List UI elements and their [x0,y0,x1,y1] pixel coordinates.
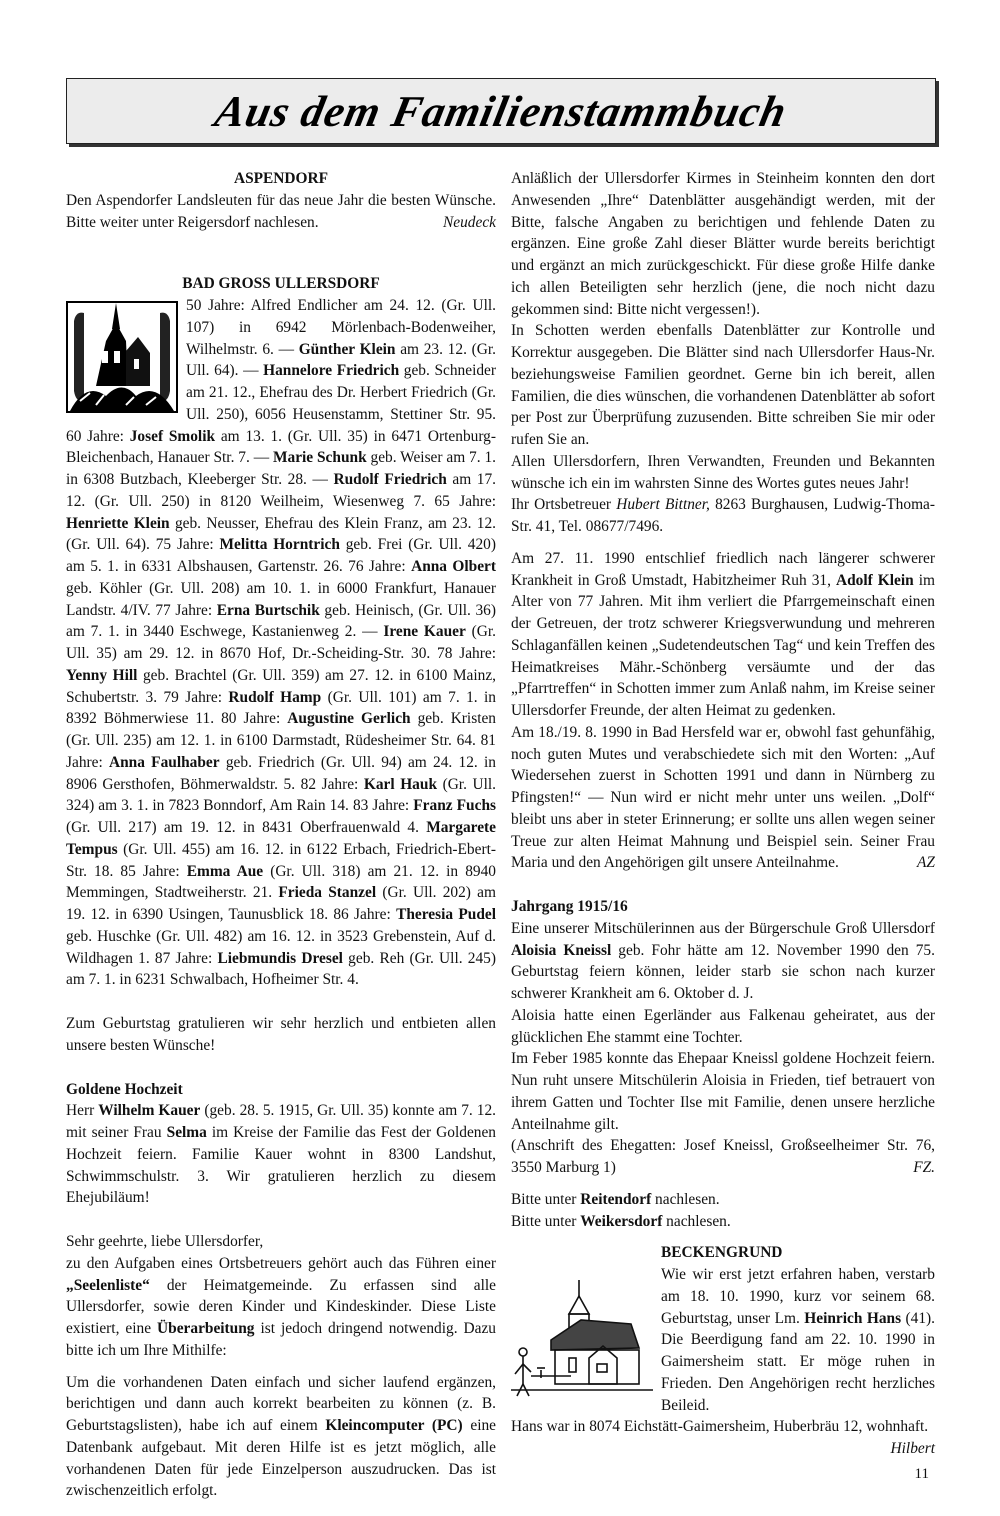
goldene-hochzeit-text [66,1100,496,1209]
bold-name: Anna Faulhaber [109,753,220,771]
text-run: der Heimatgemeinde. Zu erfassen sind alle Ullersdorfer, sowie deren Kinder und Kindeskinder. Diese Liste existiert, eine [66,1276,496,1337]
rich-text [511,453,935,492]
rich-text [511,170,935,318]
text-run: Zum Geburtstag gratulieren wir sehr herzlich und entbieten allen unsere besten Wünsche! [66,1015,496,1054]
text-run: geb. Friedrich (Gr. Ull. 94) am 24. 12. in 8906 Gersthofen, Böhmerwaldstr. 5. 82 Jahre: [66,753,496,793]
heading-bad-gross-ullersdorf: BAD GROSS ULLERSDORF [182,275,380,293]
paragraph [511,1135,935,1179]
bold-name: Melitta Horntrich [219,536,340,554]
paragraph [511,320,935,451]
letter-salutation: Sehr geehrte, liebe Ullersdorfer, [66,1233,264,1250]
text-run: Am 18./19. 8. 1990 in Bad Hersfeld war er, obwohl fast gehunfähig, noch guten Mutes und verabschiedete sich mit den Worten: „Auf Wiedersehen zuerst in Schotten 1991 und dann in Nürnberg zu Pfingsten!“ — Nun wird er nicht mehr unter uns weilen. „Dolf“ bleibt uns aber in steter Erinnerung; er sollte uns allen wegen seiner Treue zur alten Heimat Mahnung und Beispiel sein. Seiner Frau Maria und den Angehörigen gilt unsere Anteilnahme. [511,723,935,872]
text-run: Ihr Ortsbetreuer [511,496,617,514]
text-run: Anläßlich der Ullersdorfer Kirmes in Steinheim konnten den dort Anwesenden „Ihre“ Datenblätter ausgehändigt werden, mit der Bitte, falsche Angaben zu berichtigen und fehlende Daten zu ergänzen. Eine große Zahl dieser Blätter wurde bereits berichtigt und ergänzt an mich zurückgeschickt. Für diese große Hilfe danke ich allen Beteiligten sehr herzlich (jene, die noch nicht dazu gekommen sind: Bitte nicht vergessen!). [511,170,935,318]
text-run: Um die vorhandenen Daten einfach und sicher laufend ergänzen, berichtigen und dann auch korrekt bearbeiten zu können (z. B. Geburtstagslisten), habe ich auf einem [66,1373,496,1434]
text-run: ist jedoch dringend notwendig. Dazu bitte ich um Ihre Mithilfe: [66,1320,496,1359]
bold-name: Wilhelm Kauer [98,1102,201,1120]
text-run: geb. Frei (Gr. Ull. 420) am 5. 1. in 6331 Albshausen, Gartenstr. 26. 76 Jahre: [66,536,496,575]
text-run: Am 27. 11. 1990 entschlief friedlich nach längerer schwerer Krankheit in Groß Umstadt, Habitzheimer Ruh 31, [511,549,935,589]
banner-title: Aus dem Familienstammbuch [210,86,792,136]
text-run: (Gr. Ull. 101) am 7. 1. in 8392 Böhmerwiese 11. 80 Jahre: [66,688,496,728]
rich-text [511,322,935,448]
rich-text [511,1191,720,1208]
letter-paragraph [66,1253,496,1362]
bold-name: Emma Aue [186,862,264,880]
signature: FZ. [913,1159,935,1176]
text-run: (41). Die Beerdigung fand am 22. 10. 1990 in Gaimersheim statt. Er möge ruhen in Frieden. Den Angehörigen recht herzliches Beileid. [661,1309,935,1414]
heading-aspendorf: ASPENDORF [233,170,329,187]
rich-text [511,920,935,1002]
text-run: (Anschrift des Ehegatten: Josef Kneissl, Großseelheimer Str. 76, 3550 Marburg 1) [511,1137,935,1176]
text-run: nachlesen. [651,1190,720,1208]
text-run: Eine unserer Mitschülerinnen aus der Bürgerschule Groß Ullersdorf [511,919,935,937]
church-woodcut-illustration [66,301,178,413]
right-column [511,168,935,1516]
bold-name: Henriette Klein [66,514,170,532]
bold-name: Augustine Gerlich [287,710,411,728]
text-run: Hans war in 8074 Eichstätt-Gaimersheim, Huberbräu 12, wohnhaft. [511,1418,929,1436]
text-run: Wie wir erst jetzt erfahren haben, verstarb am 18. 10. 1990, kurz vor seinem 68. Geburtstag, unser Lm. [661,1266,935,1327]
rich-text [511,1007,935,1046]
text-run: Herr [66,1102,99,1120]
bold-name: Adolf Klein [835,571,914,589]
bold-name: Theresia Pudel [396,906,496,923]
bold-name: Weikersdorf [580,1212,663,1230]
bold-name: Marie Schunk [272,449,367,467]
text-run: Im Feber 1985 konnte das Ehepaar Kneissl goldene Hochzeit feiern. Nun ruht unsere Mitschülerin Aloisia in Frieden, tief betrauert von ihrem Gatten und Tochter Ilse mit Familie, denen unsere herzliche Anteilnahme gilt. [511,1050,935,1133]
text-run: 8263 Burghausen, Ludwig-Thoma-Str. 41, Tel. 08677/7496. [511,496,936,535]
beckengrund-text [511,1264,935,1416]
text-run: geb. Köhler (Gr. Ull. 208) am 10. 1. in 6000 Frankfurt, Hanauer Landstr. 4/IV. 77 Jahre: [66,579,496,619]
paragraph [511,451,935,495]
bold-name: Margarete Tempus [66,819,496,858]
rich-text [66,1102,496,1206]
text-run: am 17. 12. (Gr. Ull. 250) in 8120 Weilheim, Wiesenweg 7. 65 Jahre: [66,471,496,510]
bold-name: Aloisia Kneissl [511,941,612,959]
bold-name: Liebmundis Dresel [217,949,343,967]
text-run: In Schotten werden ebenfalls Datenblätter zur Kontrolle und Korrektur ausgegeben. Die Blätter sind nach Ullersdorfer Haus-Nr. beziehungsweise Familien geordnet. Gerne bin ich bereit, allen Familien, die dies wünschen, die vorhandenen Datenblätter ab sofort per Post zur Überprüfung zuzusenden. Bitte schreiben Sie mir oder rufen Sie an. [511,322,935,448]
birthday-list [66,295,496,991]
paragraph [511,1048,935,1135]
text-run: im Alter von 77 Jahren. Mit ihm verliert die Pfarrgemeinschaft einen der Getreuen, der trotz schwerer Kriegsverwundung und mehreren Schlaganfällen keinen „Sudetendeutschen Tag“ und kein Treffen des Heimatkreises Mähr.-Schönberg versäumte und der das „Pfarrtreffen“ in Schotten immer zum Anlaß nahm, im Kreise seiner Ullersdorfer Freunde, der alten Heimat zu gedenken. [511,571,935,719]
paragraph [511,168,935,320]
text-run: Aloisia hatte einen Egerländer aus Falkenau geheiratet, aus der glücklichen Ehe stammt eine Tochter. [511,1006,935,1046]
bold-name: Rudolf Hamp [228,688,322,706]
text-run: zu den Aufgaben eines Ortsbetreuers gehört auch das Führen einer [66,1254,496,1272]
text-run: Allen Ullersdorfern, Ihren Verwandten, Freunden und Bekannten wünsche ich ein im wahrsten Sinne des Wortes gutes neues Jahr! [511,452,935,492]
bold-name: Frieda Stanzel [278,884,377,902]
letter-paragraph [66,1372,496,1503]
bold-name: Reitendorf [580,1190,652,1208]
text-run: Bitte unter [511,1212,581,1230]
obituary-adolf-klein [511,548,935,722]
rich-text [66,1255,496,1359]
reference-line [511,1189,935,1211]
text-run: Bitte unter [511,1190,581,1208]
paragraph [511,1005,935,1049]
text-run: geb. Kristen (Gr. Ull. 235) am 12. 1. in 6100 Darmstadt, Rüdesheimer Str. 64. 81 Jahre: [66,710,496,771]
page-number: 11 [914,1466,929,1482]
bold-name: Karl Hauk [363,775,438,793]
chapel-sketch-illustration [511,1280,653,1400]
reference-line [511,1211,935,1233]
bold-name: Überarbeitung [157,1320,255,1337]
rich-text [511,1137,935,1176]
left-column [66,168,496,1502]
heading-beckengrund: BECKENGRUND [661,1244,783,1262]
rich-text [66,1374,496,1500]
bold-name: Erna Burtschik [216,601,320,619]
text-run: nachlesen. [662,1212,731,1230]
bold-name: Heinrich Hans [804,1309,902,1327]
text-run: (Gr. Ull. 455) am 16. 12. in 6122 Erbach, Friedrich-Ebert-Str. 18. 85 Jahre: [66,840,496,880]
text-run: geb. Schneider am 21. 12., Ehefrau des Dr. Herbert Friedrich (Gr. Ull. 250), 6056 Heusenstamm, Stettiner Str. 95. 60 Jahre: [66,362,496,445]
rich-text [66,1015,496,1054]
obituary-adolf-klein-2 [511,722,935,874]
text-run: eine Datenbank aufgebaut. Mit deren Hilfe ist es jetzt möglich, alle vorhandenen Daten für jede Einzelperson auszudrucken. Das ist zwischenzeitlich erfolgt. [66,1417,496,1500]
text-run: geb. Heinisch, (Gr. Ull. 36) am 7. 1. in 3440 Eschwege, Kastanienweg 2. — [66,601,496,641]
paragraph [511,918,935,1005]
rich-text [511,1418,928,1435]
text-run: (Gr. Ull. 202) am 19. 12. in 6390 Usingen, Taunusblick 18. 86 Jahre: [66,884,496,923]
section-banner [66,78,936,144]
italic-text: Hubert Bittner, [616,496,710,514]
bold-name: Josef Smolik [129,427,216,445]
rich-text [511,1050,935,1132]
bold-name: Günther Klein [298,340,396,358]
bold-name: Selma [166,1124,207,1141]
bold-name: Irene Kauer [383,623,466,641]
text-run: im Kreise der Familie das Fest der Goldenen Hochzeit feiern. Familie Kauer wohnt in 8300 Landshut, Schwimmschulstr. 3. Wir gratulieren herzlich zu diesem Ehejubiläum! [66,1124,496,1207]
birthday-greeting [66,1013,496,1057]
bold-name: Anna Olbert [411,558,496,575]
bold-name: „Seelenliste“ [66,1276,150,1294]
rich-text [511,1213,731,1230]
text-run: Den Aspendorfer Landsleuten für das neue Jahr die besten Wünsche. Bitte weiter unter Reigersdorf nachlesen. [66,191,496,231]
bold-name: Rudolf Friedrich [333,471,447,488]
text-run: geb. Weiser am 7. 1. in 6308 Butzbach, Kleeberger Str. 28. — [66,449,497,488]
text-run: geb. Brachtel (Gr. Ull. 359) am 27. 12. in 6100 Mainz, Schubertstr. 3. 79 Jahre: [66,666,497,706]
text-run: 50 Jahre: Alfred Endlicher am 24. 12. (Gr. Ull. 107) in 6942 Mörlenbach-Bodenweiher, Wilhelmstr. 6. — [186,297,496,358]
heading-goldene-hochzeit: Goldene Hochzeit [66,1080,183,1098]
paragraph [511,1416,935,1457]
text-run: (Gr. Ull. 217) am 19. 12. in 8431 Oberfrauenwald 4. [66,819,427,836]
text-run: (Gr. Ull. 35) am 29. 12. in 8670 Hof, Dr.-Scheiding-Str. 30. 78 Jahre: [66,623,496,662]
signature: Hilbert [890,1440,935,1457]
aspendorf-text [66,190,496,234]
text-run: geb. Huschke (Gr. Ull. 482) am 16. 12. in 3523 Grebenstein, Auf d. Wildhagen 1. 87 Jahre: [66,927,496,967]
paragraph [511,494,935,538]
rich-text [661,1266,935,1414]
bold-name: Franz Fuchs [413,797,496,815]
text-run: (geb. 28. 5. 1915, Gr. Ull. 35) konnte am 7. 12. mit seiner Frau [66,1102,497,1141]
rich-text [511,724,935,872]
text-run: (Gr. Ull. 324) am 3. 1. in 7823 Bonndorf, Am Rain 14. 83 Jahre: [66,775,496,815]
text-run: am 13. 1. (Gr. Ull. 35) in 6471 Ortenburg-Bleichenbach, Hanauer Str. 7. — [66,427,497,467]
text-run: geb. Fohr hätte am 12. November 1990 den 75. Geburtstag feiern können, leider starb sie schon nach kurzer schwerer Krankheit am 6. Oktober d. J. [511,941,935,1002]
text-run: geb. Neusser, Ehefrau des Klein Franz, am 23. 12. (Gr. Ull. 64). 75 Jahre: [66,514,496,554]
bold-name: Yenny Hill [66,666,138,684]
bold-name: Hannelore Friedrich [263,362,400,380]
text-run: geb. Reh (Gr. Ull. 245) am 7. 1. in 6231 Schwalbach, Hofheimer Str. 4. [66,949,496,989]
heading-jahrgang: Jahrgang 1915/16 [511,898,628,915]
bold-name: Kleincomputer (PC) [325,1417,463,1434]
rich-text [511,550,935,719]
signature: AZ [917,854,935,872]
text-run: (Gr. Ull. 318) am 21. 12. in 8940 Memmingen, Stadtweiherstr. 21. [66,862,496,902]
rich-text [511,496,935,535]
text-run: am 23. 12. (Gr. Ull. 64). — [186,340,496,380]
signature: Neudeck [443,213,496,231]
rich-text [66,192,496,231]
